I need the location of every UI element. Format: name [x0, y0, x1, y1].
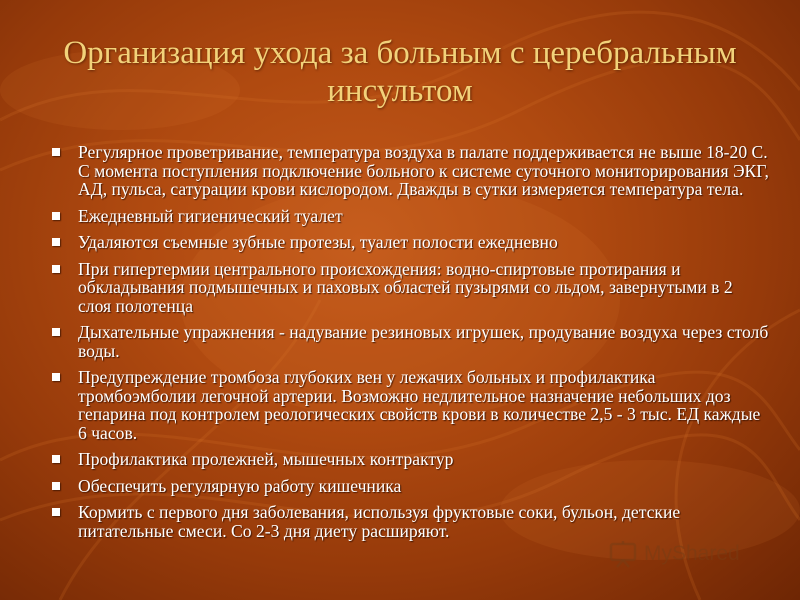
bullet-text: Удаляются съемные зубные протезы, туалет полости ежедневно	[78, 232, 558, 252]
list-item	[50, 233, 770, 252]
square-bullet-icon	[52, 455, 60, 463]
square-bullet-icon	[52, 508, 60, 516]
bullet-list	[50, 143, 770, 548]
watermark-text: MyShared	[644, 542, 740, 565]
list-item	[50, 143, 770, 199]
square-bullet-icon	[52, 238, 60, 246]
square-bullet-icon	[52, 265, 60, 273]
list-item	[50, 503, 770, 540]
bullet-text: Регулярное проветривание, температура воздуха в палате поддерживается не выше 18-20 С. С момента поступления подключение больного к системе суточного мониторирования ЭКГ, АД, пульса, сатурации крови кислородом. Дважды в сутки измеряется температура тела.	[78, 142, 769, 199]
square-bullet-icon	[52, 148, 60, 156]
bullet-text: При гипертермии центрального происхождения: водно-спиртовые протирания и обкладывания подмышечных и паховых областей пузырями со льдом, завернутыми в 2 слоя полотенца	[78, 258, 733, 316]
list-item	[50, 477, 770, 496]
bullet-text: Ежедневный гигиенический туалет	[78, 205, 343, 226]
square-bullet-icon	[52, 212, 60, 220]
list-item	[50, 260, 770, 316]
list-item	[50, 368, 770, 442]
slide-title: Организация ухода за больным с церебральным инсультом	[63, 35, 737, 109]
square-bullet-icon	[52, 328, 60, 336]
bullet-text: Профилактика пролежней, мышечных контрактур	[78, 449, 454, 469]
square-bullet-icon	[52, 482, 60, 490]
bullet-text: Кормить с первого дня заболевания, используя фруктовые соки, бульон, детские питательные смеси. Со 2-3 дня диету расширяют.	[78, 502, 681, 541]
bullet-text: Обеспечить регулярную работу кишечника	[78, 475, 402, 496]
list-item	[50, 323, 770, 360]
bullet-text: Предупреждение тромбоза глубоких вен у лежачих больных и профилактика тромбоэмболии легочной артерии. Возможно недлительное назначение небольших доз гепарина под контролем реологических свойств крови в количестве 2,5 - 3 тыс. ЕД каждые 6 часов.	[78, 367, 761, 443]
list-item	[50, 450, 770, 469]
presentation-board-icon	[608, 539, 638, 569]
bullet-text: Дыхательные упражнения - надувание резиновых игрушек, продувание воздуха через столб воды.	[78, 322, 769, 361]
square-bullet-icon	[52, 373, 60, 381]
myshared-watermark	[608, 536, 740, 572]
list-item	[50, 207, 770, 226]
